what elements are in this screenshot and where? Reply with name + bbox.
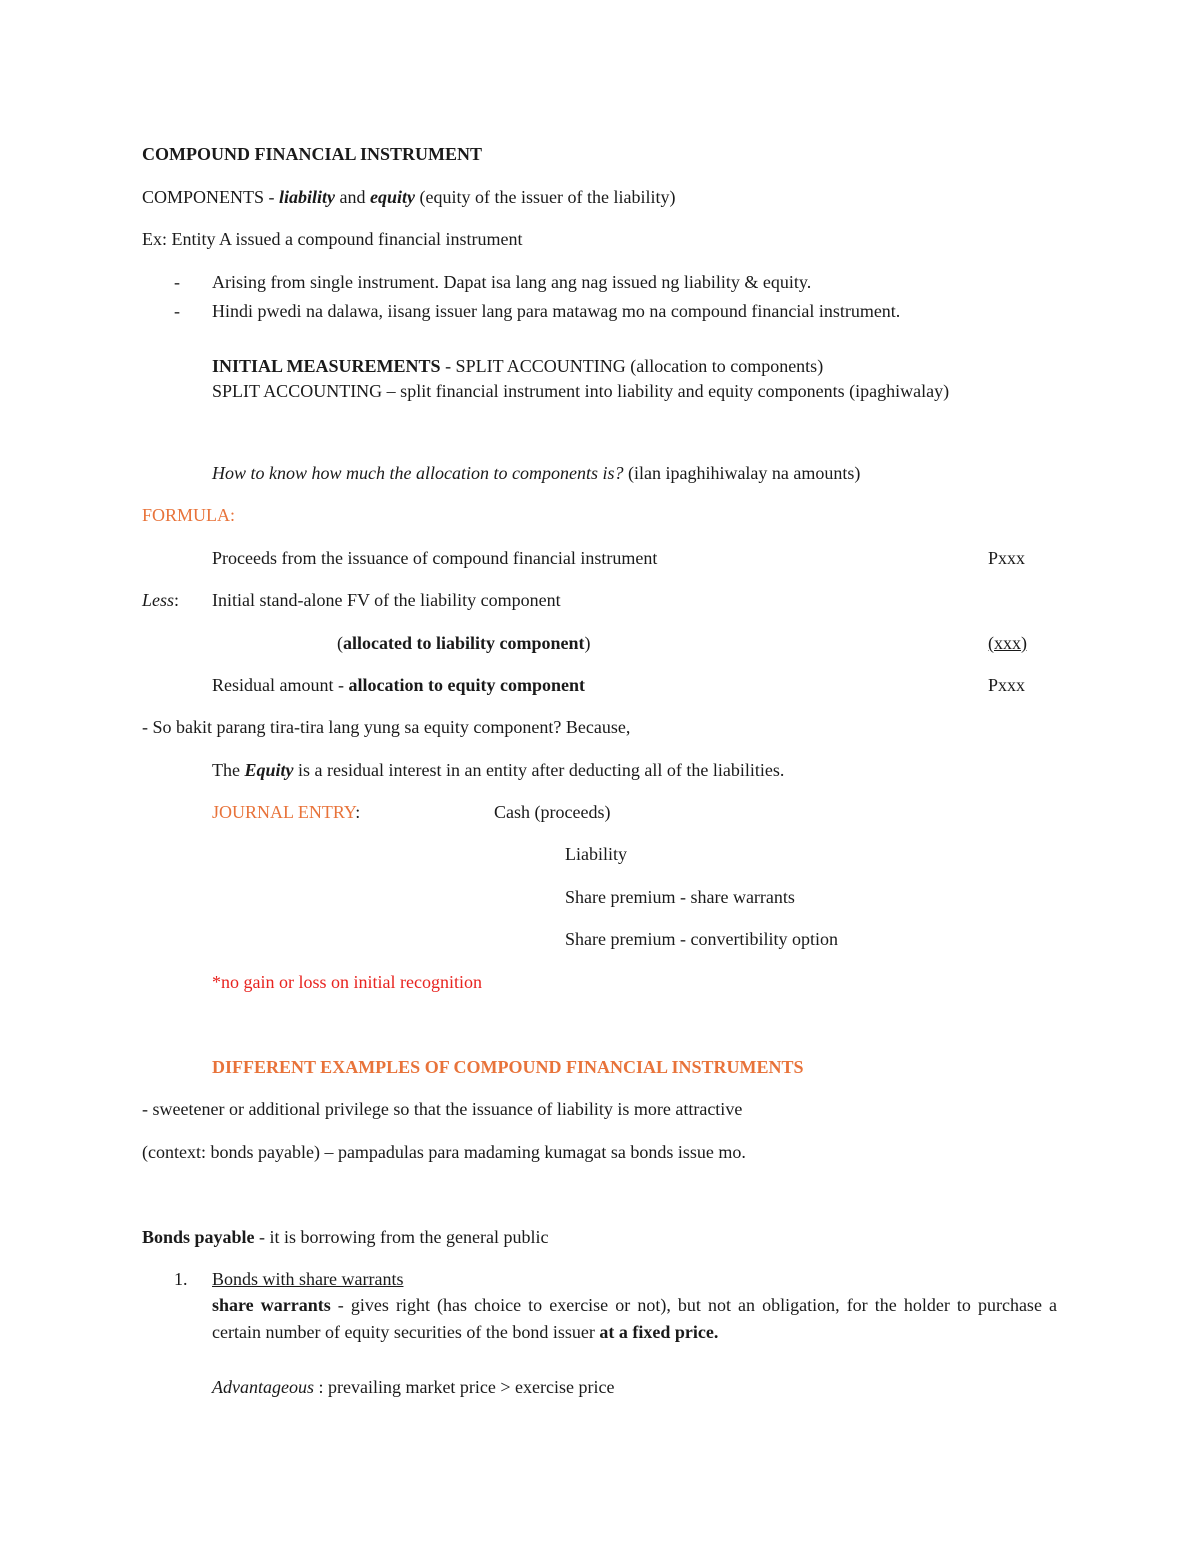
formula-label: FORMULA: — [142, 505, 236, 525]
list-number: 1. — [174, 1269, 188, 1289]
formula-amount-liability: (xxx) — [988, 633, 1027, 653]
share-warrants-definition: share warrants - gives right (has choice to exercise or not), but not an obligation, for the holder to purchase a certain number of equity securities of the bond issuer at a fixed price. — [212, 1295, 1057, 1342]
advantageous-line: Advantageous : prevailing market price > exercise price — [212, 1377, 615, 1397]
formula-amount-proceeds: Pxxx — [988, 548, 1026, 568]
journal-debit: Cash (proceeds) — [494, 802, 611, 822]
examples-line: - sweetener or additional privilege so that the issuance of liability is more attractive — [142, 1099, 743, 1119]
example-line: Ex: Entity A issued a compound financial instrument — [142, 229, 523, 249]
equity-definition: The Equity is a residual interest in an entity after deducting all of the liabilities. — [212, 760, 785, 780]
bonds-with-share-warrants-title: Bonds with share warrants — [212, 1269, 404, 1289]
formula-row-allocated-liability: (allocated to liability component) — [337, 633, 591, 653]
why-line: - So bakit parang tira-tira lang yung sa equity component? Because, — [142, 717, 631, 737]
split-accounting-definition: SPLIT ACCOUNTING – split financial instrument into liability and equity components (ipaghiwalay) — [212, 381, 950, 401]
journal-note: *no gain or loss on initial recognition — [212, 972, 482, 992]
formula-amount-residual: Pxxx — [988, 675, 1026, 695]
initial-measurements-heading: INITIAL MEASUREMENTS - SPLIT ACCOUNTING (allocation to components) — [212, 356, 824, 376]
bullet-dash: - — [174, 301, 180, 321]
bonds-payable-line: Bonds payable - it is borrowing from the general public — [142, 1227, 549, 1247]
allocation-question: How to know how much the allocation to components is? (ilan ipaghihiwalay na amounts) — [212, 463, 861, 483]
journal-credit: Liability — [565, 844, 627, 864]
components-line: COMPONENTS - liability and equity (equity of the issuer of the liability) — [142, 187, 676, 207]
journal-credit: Share premium - share warrants — [565, 887, 795, 907]
page-title: COMPOUND FINANCIAL INSTRUMENT — [142, 144, 483, 164]
journal-credit: Share premium - convertibility option — [565, 929, 838, 949]
bullet-item: Hindi pwedi na dalawa, iisang issuer lang para matawag mo na compound financial instrument. — [212, 301, 901, 321]
examples-line: (context: bonds payable) – pampadulas para madaming kumagat sa bonds issue mo. — [142, 1142, 746, 1162]
bullet-dash: - — [174, 272, 180, 292]
examples-heading: DIFFERENT EXAMPLES OF COMPOUND FINANCIAL INSTRUMENTS — [212, 1057, 804, 1077]
formula-row-residual: Residual amount - allocation to equity component — [212, 675, 585, 695]
journal-entry-label: JOURNAL ENTRY: — [212, 802, 361, 822]
formula-row-proceeds: Proceeds from the issuance of compound financial instrument — [212, 548, 658, 568]
formula-less-label: Less: — [142, 590, 180, 610]
bullet-item: Arising from single instrument. Dapat isa lang ang nag issued ng liability & equity. — [212, 272, 812, 292]
formula-row-liability-fv: Initial stand-alone FV of the liability component — [212, 590, 561, 610]
